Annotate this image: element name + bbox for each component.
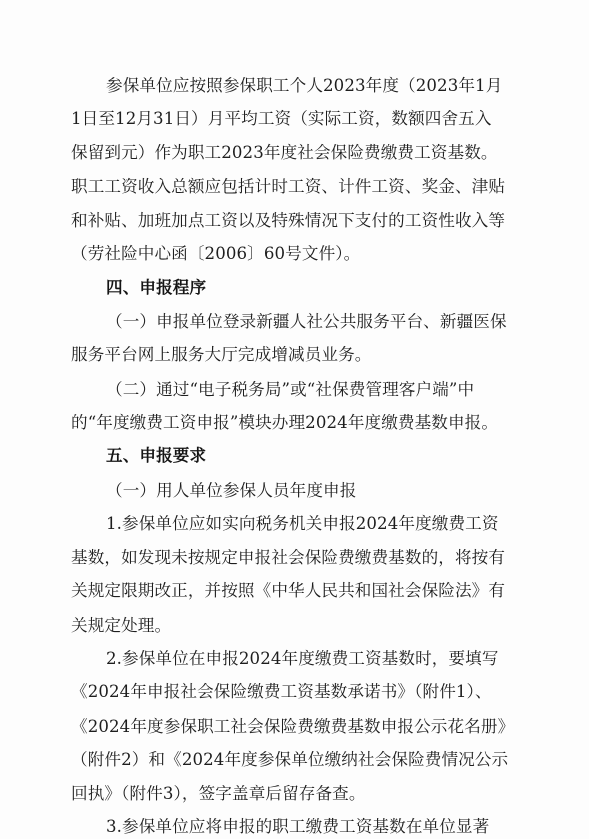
- section-4-item-1-line-1: （一）申报单位登录新疆人社公共服务平台、新疆医保: [106, 311, 507, 331]
- paragraph-1-line-1: 参保单位应按照参保职工个人2023年度（2023年1月: [106, 76, 503, 95]
- section-5-point-1-line-1: 1.参保单位应如实向税务机关申报2024年度缴费工资: [106, 514, 499, 534]
- paragraph-1-line-3: 保留到元）作为职工2023年度社会保险费缴费工资基数。: [71, 142, 498, 162]
- paragraph-1-line-4: 职工工资收入总额应包括计时工资、计件工资、奖金、津贴: [71, 177, 506, 197]
- section-5-point-2-line-1: 2.参保单位在申报2024年度缴费工资基数时，要填写: [106, 648, 499, 668]
- section-5-subheading: （一）用人单位参保人员年度申报: [106, 480, 357, 500]
- section-5-point-3-line-1: 3.参保单位应将申报的职工缴费工资基数在单位显著: [106, 816, 490, 836]
- paragraph-1-line-6: （劳社险中心函〔2006〕60号文件）。: [71, 244, 361, 264]
- section-5-point-2-line-3: 《2024年度参保职工社会保险费缴费基数申报公示花名册》: [71, 716, 515, 736]
- paragraph-1-line-2: 1日至12月31日）月平均工资（实际工资，数额四舍五入: [71, 109, 492, 129]
- section-5-point-2-line-5: 回执》（附件3），签字盖章后留存备查。: [71, 783, 366, 803]
- paragraph-1-line-5: 和补贴、加班加点工资以及特殊情况下支付的工资性收入等: [71, 210, 506, 230]
- section-5-heading: 五、申报要求: [106, 446, 207, 466]
- section-5-point-1-line-2: 基数，如发现未按规定申报社会保险费缴费基数的，将按有: [71, 547, 506, 567]
- section-5-point-1-line-3: 关规定限期改正，并按照《中华人民共和国社会保险法》有: [71, 581, 506, 601]
- section-4-item-1-line-2: 服务平台网上服务大厅完成增减员业务。: [71, 345, 372, 365]
- section-4-heading: 四、申报程序: [106, 278, 207, 298]
- section-5-point-2-line-4: （附件2）和《2024年度参保单位缴纳社会保险费情况公示: [71, 750, 509, 770]
- section-5-point-1-line-4: 关规定处理。: [71, 615, 172, 635]
- section-5-point-2-line-2: 《2024年申报社会保险缴费工资基数承诺书》（附件1）、: [71, 682, 492, 702]
- section-4-item-2-line-1: （二）通过“电子税务局”或“社保费管理客户端”中: [106, 379, 475, 399]
- section-4-item-2-line-2: 的“年度缴费工资申报”模块办理2024年度缴费基数申报。: [71, 413, 499, 433]
